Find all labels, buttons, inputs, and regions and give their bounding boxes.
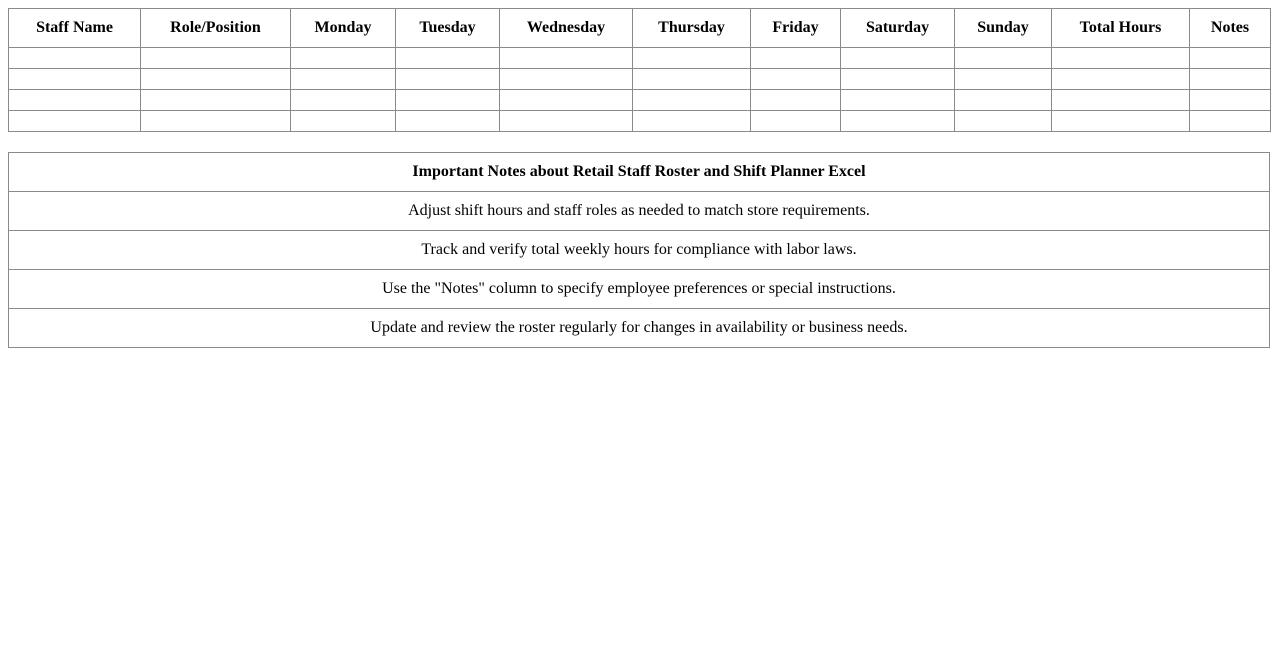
roster-cell[interactable] [633,90,751,111]
notes-row [9,192,1270,231]
roster-cell[interactable] [1190,90,1271,111]
roster-cell[interactable] [9,90,141,111]
roster-cell[interactable] [396,48,500,69]
notes-row [9,270,1270,309]
header-monday: Monday [291,9,396,48]
roster-cell[interactable] [291,48,396,69]
roster-cell[interactable] [955,111,1052,132]
roster-cell[interactable] [633,69,751,90]
roster-row [9,69,1271,90]
roster-cell[interactable] [9,111,141,132]
roster-cell[interactable] [955,69,1052,90]
roster-cell[interactable] [841,90,955,111]
header-saturday: Saturday [841,9,955,48]
header-sunday: Sunday [955,9,1052,48]
roster-cell[interactable] [1052,90,1190,111]
roster-cell[interactable] [751,111,841,132]
notes-table [8,152,1270,348]
notes-title: Important Notes about Retail Staff Roster and Shift Planner Excel [9,153,1270,192]
roster-cell[interactable] [291,90,396,111]
roster-cell[interactable] [9,69,141,90]
roster-cell[interactable] [1190,111,1271,132]
roster-cell[interactable] [1052,111,1190,132]
roster-cell[interactable] [141,90,291,111]
roster-cell[interactable] [141,48,291,69]
roster-cell[interactable] [1052,48,1190,69]
roster-cell[interactable] [955,48,1052,69]
roster-cell[interactable] [1052,69,1190,90]
header-tuesday: Tuesday [396,9,500,48]
roster-row [9,48,1271,69]
roster-cell[interactable] [633,48,751,69]
note-item: Track and verify total weekly hours for compliance with labor laws. [9,231,1270,270]
roster-cell[interactable] [396,69,500,90]
roster-row [9,90,1271,111]
note-item: Use the "Notes" column to specify employee preferences or special instructions. [9,270,1270,309]
header-role-position: Role/Position [141,9,291,48]
roster-cell[interactable] [751,48,841,69]
roster-cell[interactable] [9,48,141,69]
roster-cell[interactable] [1190,48,1271,69]
roster-cell[interactable] [500,111,633,132]
header-total-hours: Total Hours [1052,9,1190,48]
roster-cell[interactable] [291,111,396,132]
header-friday: Friday [751,9,841,48]
roster-cell[interactable] [955,90,1052,111]
roster-table [8,8,1271,132]
header-staff-name: Staff Name [9,9,141,48]
notes-row [9,309,1270,348]
roster-cell[interactable] [396,90,500,111]
roster-cell[interactable] [141,69,291,90]
roster-cell[interactable] [1190,69,1271,90]
roster-cell[interactable] [841,48,955,69]
roster-cell[interactable] [841,69,955,90]
roster-cell[interactable] [141,111,291,132]
note-item: Update and review the roster regularly for changes in availability or business needs. [9,309,1270,348]
roster-cell[interactable] [841,111,955,132]
roster-cell[interactable] [751,90,841,111]
header-notes: Notes [1190,9,1271,48]
notes-row [9,231,1270,270]
roster-cell[interactable] [396,111,500,132]
roster-cell[interactable] [500,90,633,111]
header-wednesday: Wednesday [500,9,633,48]
note-item: Adjust shift hours and staff roles as needed to match store requirements. [9,192,1270,231]
roster-header-row [9,9,1271,48]
header-thursday: Thursday [633,9,751,48]
roster-cell[interactable] [751,69,841,90]
roster-row [9,111,1271,132]
roster-cell[interactable] [633,111,751,132]
notes-title-row [9,153,1270,192]
roster-cell[interactable] [500,48,633,69]
roster-cell[interactable] [291,69,396,90]
roster-cell[interactable] [500,69,633,90]
